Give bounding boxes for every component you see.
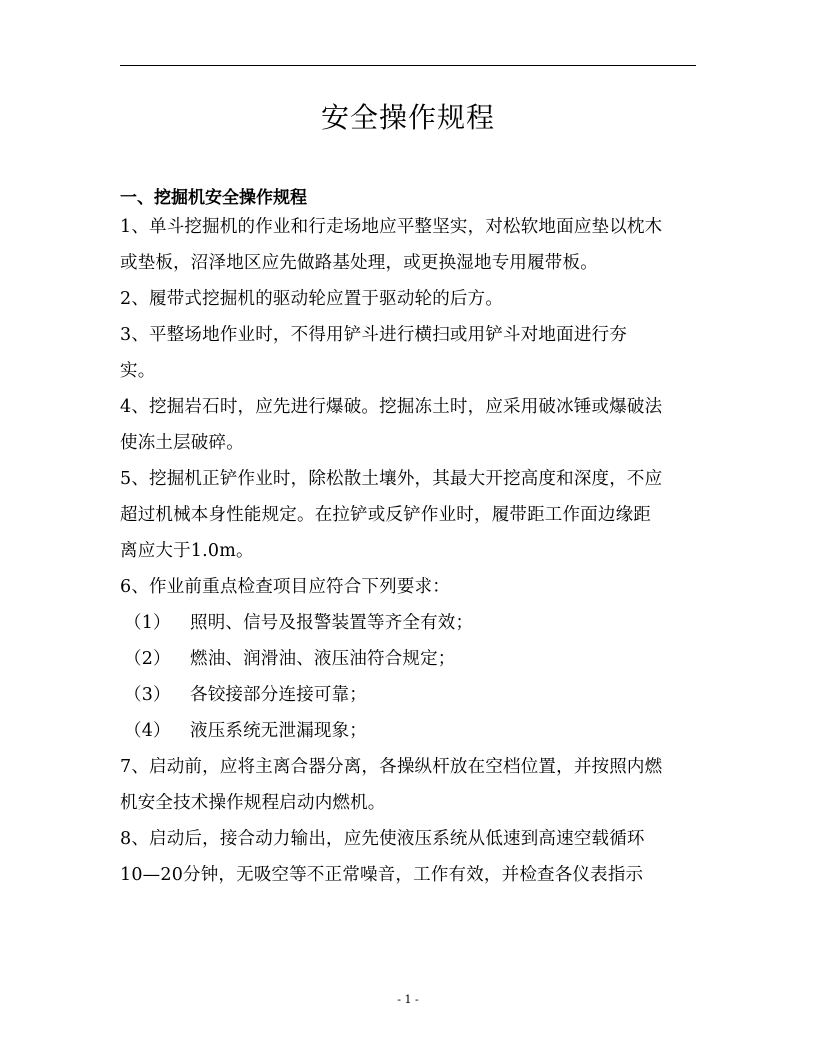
page-number: - 1 - [397,993,419,1006]
text-line: 6、作业前重点检查项目应符合下列要求： [120,577,450,597]
sub-item-number: （3） [124,685,171,705]
text-line: 或垫板，沼泽地区应先做路基处理，或更换湿地专用履带板。 [120,253,598,273]
text-line: 1、单斗挖掘机的作业和行走场地应平整坚实，对松软地面应垫以枕木 [120,217,663,237]
text-line: 实。 [120,361,156,381]
sub-item [120,606,710,642]
sub-item [120,678,710,714]
text-line: 离应大于1.0m。 [120,541,254,561]
sub-item [120,642,710,678]
sub-item-number: （1） [124,613,171,633]
text-line: 2、履带式挖掘机的驱动轮应置于驱动轮的后方。 [120,289,504,309]
text-line: 超过机械本身性能规定。在拉铲或反铲作业时，履带距工作面边缘距 [120,505,651,525]
sub-item-text: 照明、信号及报警装置等齐全有效； [190,613,474,633]
page-title: 安全操作规程 [320,101,495,134]
header-rule [120,65,696,66]
text-line: 机安全技术操作规程启动内燃机。 [120,793,386,813]
sub-item-text: 燃油、润滑油、液压油符合规定； [190,649,456,669]
text-line: 4、挖掘岩石时，应先进行爆破。挖掘冻土时，应采用破冰锤或爆破法 [120,397,663,417]
sub-item-number: （2） [124,649,171,669]
sub-item-text: 各铰接部分连接可靠； [190,685,367,705]
document-body [120,210,710,894]
section-heading: 一、挖掘机安全操作规程 [120,188,307,208]
text-line: 8、启动后，接合动力输出，应先使液压系统从低速到高速空载循环 [120,829,645,849]
text-line: 10—20分钟，无吸空等不正常噪音，工作有效，并检查各仪表指示 [120,865,644,885]
sub-item [120,714,710,750]
sub-item-text: 液压系统无泄漏现象； [190,721,367,741]
text-line: 使冻土层破碎。 [120,433,244,453]
text-line: 5、挖掘机正铲作业时，除松散土壤外，其最大开挖高度和深度，不应 [120,469,663,489]
text-line: 3、平整场地作业时，不得用铲斗进行横扫或用铲斗对地面进行夯 [120,325,627,345]
sub-item-number: （4） [124,721,171,741]
text-line: 7、启动前，应将主离合器分离，各操纵杆放在空档位置，并按照内燃 [120,757,663,777]
